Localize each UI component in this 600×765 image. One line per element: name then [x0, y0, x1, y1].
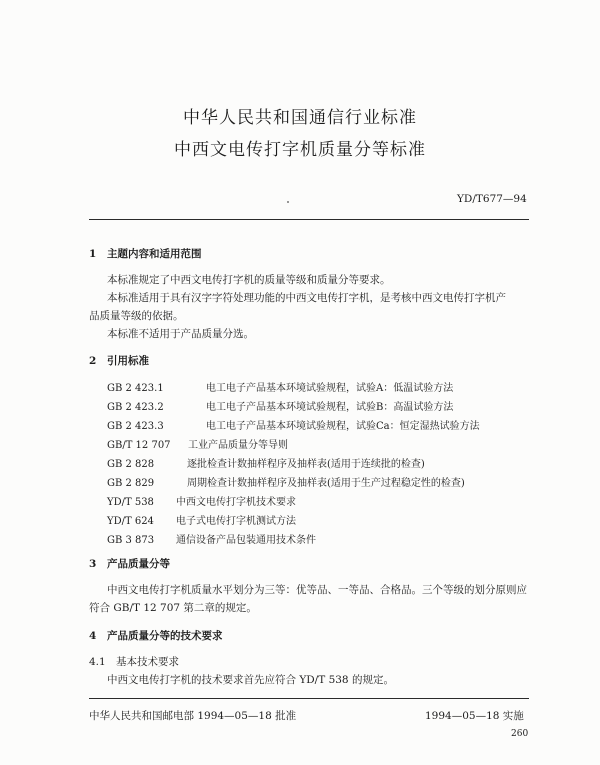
section-heading-3	[89, 556, 170, 571]
document-title-line2: 中西文电传打字机质量分等标准	[174, 140, 426, 160]
section-heading-1	[89, 246, 202, 261]
reference-title: 电工电子产品基本环境试验规程，试验A：低温试验方法	[206, 383, 454, 394]
reference-item	[107, 436, 288, 451]
section-title: 产品质量分等	[107, 558, 170, 570]
reference-item	[107, 493, 296, 508]
section-title: 产品质量分等的技术要求	[107, 630, 223, 642]
section-title: 主题内容和适用范围	[107, 248, 202, 260]
section-number: 4	[89, 630, 97, 642]
paragraph-continuation: 符合 GB/T 12 707 第二章的规定。	[89, 602, 257, 614]
reference-title: 中西文电传打字机技术要求	[176, 497, 296, 508]
section-title: 引用标准	[107, 355, 149, 367]
section-heading-4	[89, 628, 223, 643]
standard-code: YD/T677—94	[457, 193, 527, 205]
reference-title: 周期检查计数抽样程序及抽样表(适用于生产过程稳定性的检查)	[187, 478, 465, 489]
footer-rule	[89, 698, 529, 699]
paragraph: 本标准不适用于产品质量分选。	[107, 328, 254, 340]
section-number: 2	[89, 355, 97, 367]
paragraph: 本标准适用于具有汉字字符处理功能的中西文电传打字机，是考核中西文电传打字机产	[107, 292, 506, 304]
scan-speck	[287, 201, 289, 203]
header-rule	[89, 219, 529, 220]
reference-item	[107, 474, 465, 489]
subsection-number: 4.1	[89, 656, 106, 668]
reference-code: GB 3 873	[107, 535, 155, 546]
reference-title: 通信设备产品包装通用技术条件	[176, 535, 316, 546]
reference-item	[107, 398, 453, 413]
paragraph: 本标准规定了中西文电传打字机的质量等级和质量分等要求。	[107, 274, 391, 286]
approval-line: 中华人民共和国邮电部 1994—05—18 批准	[89, 710, 297, 722]
subsection-heading-4-1	[89, 654, 179, 669]
subsection-title: 基本技术要求	[116, 656, 179, 668]
reference-item	[107, 417, 480, 432]
paragraph: 中西文电传打字机的技术要求首先应符合 YD/T 538 的规定。	[107, 674, 394, 686]
reference-code: YD/T 538	[107, 497, 154, 508]
reference-item	[107, 455, 425, 470]
page-number: 260	[511, 729, 529, 739]
reference-code: GB/T 12 707	[107, 440, 171, 451]
reference-code: GB 2 828	[107, 459, 155, 470]
reference-code: GB 2 829	[107, 478, 155, 489]
reference-item	[107, 379, 453, 394]
reference-title: 电工电子产品基本环境试验规程，试验B：高温试验方法	[206, 402, 454, 413]
paragraph-continuation: 品质量等级的依据。	[89, 310, 184, 322]
reference-title: 电子式电传打字机测试方法	[176, 516, 296, 527]
reference-title: 逐批检查计数抽样程序及抽样表(适用于连续批的检查)	[187, 459, 425, 470]
section-number: 1	[89, 248, 97, 260]
reference-title: 工业产品质量分等导则	[188, 440, 288, 451]
reference-title: 电工电子产品基本环境试验规程，试验Ca：恒定湿热试验方法	[206, 421, 480, 432]
reference-code: GB 2 423.1	[107, 383, 164, 394]
document-title-line1: 中华人民共和国通信行业标准	[183, 108, 417, 128]
section-heading-2	[89, 353, 149, 368]
reference-item	[107, 512, 296, 527]
reference-code: GB 2 423.2	[107, 402, 164, 413]
paragraph: 中西文电传打字机质量水平划分为三等：优等品、一等品、合格品。三个等级的划分原则应	[107, 584, 527, 596]
reference-code: YD/T 624	[107, 516, 154, 527]
section-number: 3	[89, 558, 97, 570]
reference-item	[107, 531, 316, 546]
reference-code: GB 2 423.3	[107, 421, 164, 432]
implementation-date: 1994—05—18 实施	[425, 710, 524, 722]
